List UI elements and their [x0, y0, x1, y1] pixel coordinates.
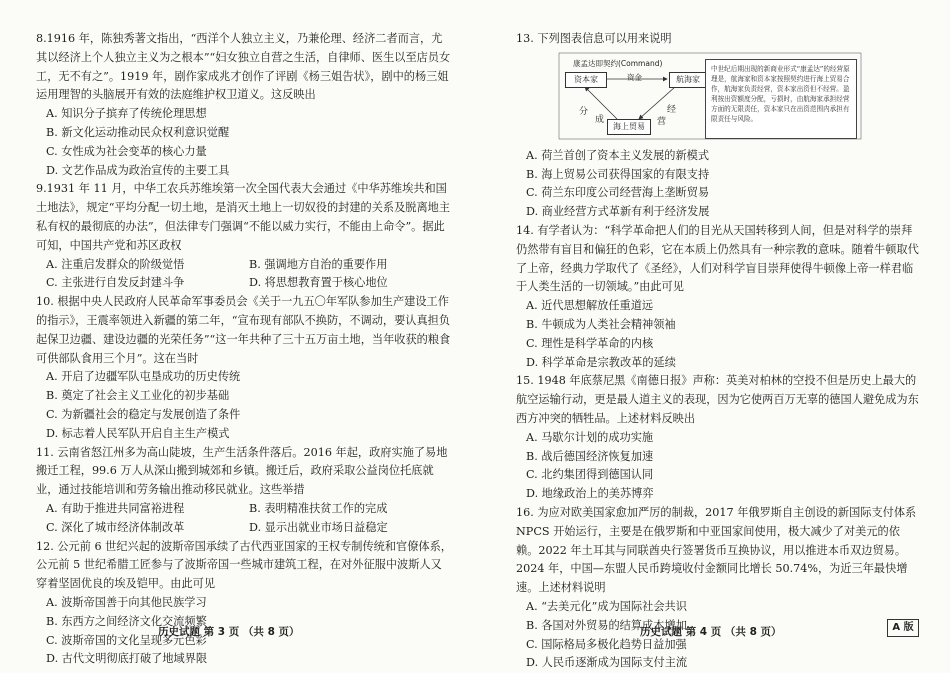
- answer-option[interactable]: A. “去美元化”成为国际社会共识: [526, 599, 687, 613]
- question-stem: 14. 有学者认为：“科学革命把人们的目光从天国转移到人间，但是对科学的崇拜仍然带有盲目和偏狂的色彩，它在本质上仍然具有一种宗教的意味。随着牛顿取代了上帝，经典力学取代了《圣经》，人们对科学盲目崇拜使得牛顿像上帝一样君临于人类生活的一切领域。”由此可见: [516, 223, 919, 294]
- answer-option[interactable]: D. 显示出就业市场日益稳定: [249, 520, 388, 534]
- answer-option[interactable]: B. 强调地方自治的重要作用: [249, 257, 388, 271]
- question-stem: 10. 根据中央人民政府人民革命军事委员会《关于一九五〇年军队参加生产建设工作的指示》，王震率领进入新疆的第二年，“宣布现有部队不换防，不调动，要认真担负起保卫边疆、建设边疆的光荣任务”“这一年共种了三十五万亩土地，当年收获的粮食可供部队食用三个月”。这在当时: [36, 295, 451, 365]
- question-stem: 13. 下列图表信息可以用来说明: [516, 32, 672, 45]
- diagram-title: 康孟达即契约(Command): [573, 58, 663, 68]
- answer-option[interactable]: D. 古代文明彻底打破了地域界限: [46, 652, 208, 666]
- edge-share-1: 分: [579, 106, 589, 117]
- question-stem: 9.1931 年 11 月，中华工农兵苏维埃第一次全国代表大会通过《中华苏维埃共和国土地法》，规定“平均分配一切土地，是消灭土地上一切奴役的封建的关系及脱离地主私有权的最彻底的办法”，但法律专门强调“不能以威力实行，不能由上命令”。据此可知，中国共产党和苏区政权: [36, 182, 451, 252]
- answer-option[interactable]: C. 波斯帝国的文化呈现多元色彩: [46, 633, 207, 647]
- page-footer-left: 历史试题 第 3 页 （共 8 页）: [158, 626, 300, 638]
- edge-capital: 资金: [627, 72, 642, 82]
- question-stem: 16. 为应对欧美国家愈加严厉的制裁，2017 年俄罗斯自主创设的新国际支付体系 NPCS 开始运行，主要是在俄罗斯和中亚国家间使用，极大减少了对美元的依赖。2022 年土耳其与同联酋央行签署货币互换协议，用以推进本币双边贸易。2024 年，中国—东盟人民币跨境收付金额同比增长 50.74%，为近三年最快增速。上述材料说明: [516, 505, 917, 595]
- answer-option[interactable]: D. 人民币逐渐成为国际支付主流: [526, 656, 688, 670]
- answer-option[interactable]: C. 主张进行自发反封建斗争: [46, 276, 185, 290]
- diagram-note: 中世纪后期出现的新商业形式“康孟达”的经营原理是，航海家和资本家按照契约进行海上贸易合作，航海家负责经营，资本家出资但不经营。盈利按出资额度分配，亏损时，由航海家承担经营方面的无限责任，资本家只在出资范围内承担有限责任与风险。: [705, 59, 857, 139]
- answer-option[interactable]: C. 深化了城市经济体制改革: [46, 520, 185, 534]
- answer-option[interactable]: D. 科学革命是宗教改革的延续: [526, 355, 676, 369]
- question: [36, 538, 452, 670]
- answer-option[interactable]: C. 北约集团得到德国认同: [526, 468, 654, 482]
- answer-option[interactable]: A. 波斯帝国善于向其他民族学习: [46, 595, 207, 609]
- options: [36, 368, 452, 443]
- answer-option[interactable]: C. 国际格局多极化趋势日益加强: [526, 637, 687, 651]
- answer-option[interactable]: B. 战后德国经济恢复加速: [526, 449, 654, 463]
- edge-operate-2: 营: [657, 116, 667, 127]
- answer-option[interactable]: B. 牛顿成为人类社会精神领袖: [526, 317, 676, 331]
- answer-option[interactable]: A. 开启了边疆军队屯垦成功的历史传统: [46, 370, 241, 384]
- page-footer-right: 历史试题 第 4 页 （共 8 页）: [640, 626, 782, 638]
- question-stem: 11. 云南省怒江州多为高山陡坡，生产生活条件落后。2016 年起，政府实施了易地搬迁工程，99.6 万人从深山搬到城郊和乡镇。搬迁后，政府采取公益岗位托底就业，通过技能培训和劳务输出推动移民就业。这些举措: [36, 445, 448, 497]
- answer-option[interactable]: C. 女性成为社会变革的核心力量: [46, 144, 207, 158]
- answer-option[interactable]: C. 理性是科学革命的内核: [526, 336, 654, 350]
- question: [516, 504, 920, 673]
- answer-option[interactable]: B. 各国对外贸易的结算成本增加: [526, 618, 687, 632]
- node-maritime-trade: 海上贸易: [607, 119, 651, 135]
- edge-operate-1: 经: [667, 104, 677, 115]
- options: [46, 500, 452, 538]
- answer-option[interactable]: C. 为新疆社会的稳定与发展创造了条件: [46, 407, 241, 421]
- right-column: [516, 30, 920, 673]
- left-column: [36, 30, 452, 669]
- version-badge: A 版: [887, 619, 919, 637]
- answer-option[interactable]: A. 有助于推进共同富裕进程: [46, 501, 185, 515]
- node-capitalist: 资本家: [565, 72, 607, 88]
- question: [516, 372, 920, 504]
- options: [36, 105, 452, 180]
- question: [516, 222, 920, 372]
- answer-option[interactable]: B. 东西方之间经济文化交流频繁: [46, 614, 207, 628]
- answer-option[interactable]: C. 荷兰东印度公司经营海上垄断贸易: [526, 186, 710, 200]
- question: [36, 293, 452, 443]
- answer-option[interactable]: B. 新文化运动推动民众权利意识觉醒: [46, 125, 230, 139]
- question-stem: 12. 公元前 6 世纪兴起的波斯帝国承续了古代西亚国家的王权专制传统和官僚体系，公元前 5 世纪希腊工匠参与了波斯帝国一些城市建筑工程，在对外征服中波斯人又穿着坚固优良的埃及铠甲。由此可见: [36, 539, 452, 591]
- question-stem: 15. 1948 年底蔡尼黑《南德日报》声称：英美对柏林的空投不但是历史上最大的航空运输行动，更是最人道主义的表现，因为它使两百万无辜的德国人避免成为东西方冲突的牺牲品。上述材料反映出: [516, 374, 919, 425]
- answer-option[interactable]: A. 近代思想解放任重道远: [526, 299, 654, 313]
- answer-option[interactable]: D. 标志着人民军队开启自主生产模式: [46, 426, 230, 440]
- question: [36, 30, 452, 180]
- options: [516, 297, 920, 372]
- answer-option[interactable]: D. 地缘政治上的美苏博弈: [526, 487, 654, 501]
- answer-option[interactable]: B. 海上贸易公司获得国家的有限支持: [526, 167, 710, 181]
- options: [46, 256, 452, 294]
- answer-option[interactable]: A. 知识分子摈弃了传统伦理思想: [46, 107, 207, 121]
- node-navigator: 航海家: [669, 72, 707, 88]
- answer-option[interactable]: B. 表明精准扶贫工作的完成: [249, 501, 388, 515]
- commenda-diagram: [557, 51, 863, 141]
- answer-option[interactable]: A. 荷兰首创了资本主义发展的新模式: [526, 148, 710, 162]
- answer-option[interactable]: A. 马歇尔计划的成功实施: [526, 430, 654, 444]
- answer-option[interactable]: B. 奠定了社会主义工业化的初步基础: [46, 389, 230, 403]
- answer-option[interactable]: A. 注重启发群众的阶级觉悟: [46, 257, 185, 271]
- question: [516, 30, 920, 222]
- answer-option[interactable]: D. 商业经营方式革新有利于经济发展: [526, 205, 710, 219]
- options: [516, 429, 920, 504]
- options: [516, 147, 920, 222]
- answer-option[interactable]: D. 将思想教育置于核心地位: [249, 276, 388, 290]
- question: [36, 444, 452, 538]
- edge-share-2: 成: [595, 114, 605, 125]
- question-stem: 8.1916 年，陈独秀著文指出，“西洋个人独立主义，乃兼伦理、经济二者而言，尤其以经济上个人独立主义为之根本”“妇女独立自营之生活，自律师、医生以至店员女工，无不有之”。1919 年，剧作家成兆才创作了评剧《杨三姐告状》，剧中的杨三姐运用理智的头脑展开有效的法庭维护权卫道义。这反映出: [36, 32, 451, 102]
- answer-option[interactable]: D. 文艺作品成为政治宣传的主要工具: [46, 163, 230, 177]
- question: [36, 180, 452, 293]
